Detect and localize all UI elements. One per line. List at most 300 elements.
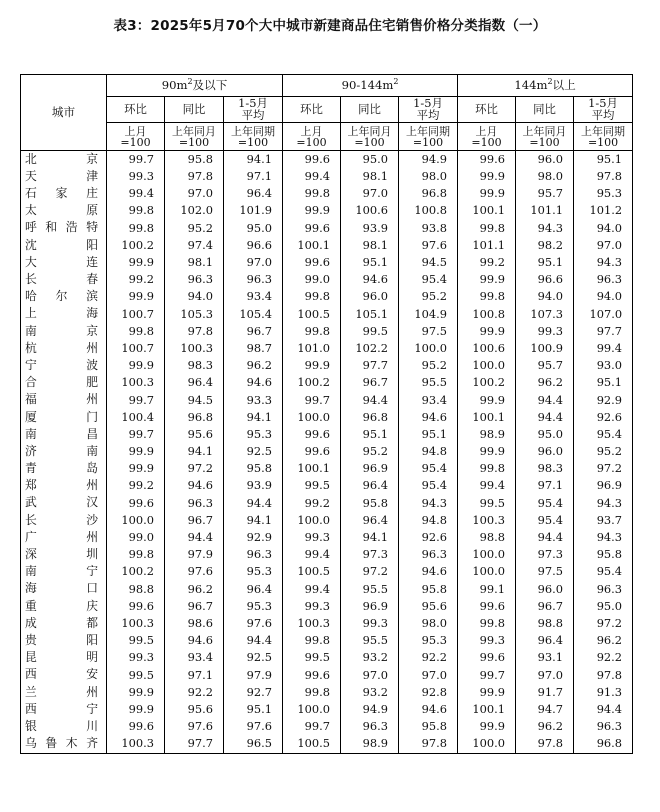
index-value: 95.1 [574, 151, 633, 169]
index-value: 99.3 [283, 529, 341, 546]
index-value: 100.0 [283, 512, 341, 529]
index-value: 100.0 [458, 564, 516, 581]
index-value: 95.8 [341, 495, 399, 512]
index-value: 96.4 [341, 478, 399, 495]
table-row [21, 735, 633, 753]
index-value: 97.0 [399, 667, 458, 684]
price-index-table [20, 74, 633, 754]
index-value: 94.6 [165, 478, 224, 495]
index-value: 99.0 [107, 529, 165, 546]
index-value: 92.2 [165, 684, 224, 701]
index-value: 104.9 [399, 306, 458, 323]
index-value: 96.0 [516, 581, 574, 598]
index-value: 100.6 [341, 203, 399, 220]
base-same-month-last-year: 上年同月 =100 [341, 123, 399, 151]
index-value: 99.3 [341, 615, 399, 632]
index-value: 96.4 [224, 185, 283, 202]
index-value: 100.7 [107, 306, 165, 323]
header-row-groups [21, 75, 633, 97]
index-value: 97.8 [574, 667, 633, 684]
index-value: 95.2 [165, 220, 224, 237]
index-value: 96.3 [224, 546, 283, 563]
index-value: 99.1 [458, 581, 516, 598]
city-name: 郑州 [21, 478, 107, 495]
index-value: 97.8 [165, 323, 224, 340]
index-value: 99.9 [458, 323, 516, 340]
index-value: 95.6 [165, 701, 224, 718]
base-prev-month: 上月 =100 [458, 123, 516, 151]
index-value: 94.0 [574, 289, 633, 306]
index-value: 99.6 [107, 495, 165, 512]
index-value: 99.4 [283, 546, 341, 563]
index-value: 98.2 [516, 237, 574, 254]
index-value: 95.7 [516, 185, 574, 202]
index-value: 99.9 [107, 443, 165, 460]
base-prev-month: 上月 =100 [107, 123, 165, 151]
index-value: 94.3 [574, 254, 633, 271]
index-value: 95.7 [516, 357, 574, 374]
index-value: 105.4 [224, 306, 283, 323]
city-name: 长沙 [21, 512, 107, 529]
index-value: 96.8 [574, 735, 633, 753]
subheader-yoy: 同比 [341, 97, 399, 123]
index-value: 100.4 [107, 409, 165, 426]
index-value: 94.0 [574, 220, 633, 237]
group-header-medium: $90-144m^2$ [283, 75, 458, 97]
index-value: 99.2 [283, 495, 341, 512]
table-row [21, 271, 633, 288]
index-value: 100.0 [399, 340, 458, 357]
index-value: 96.8 [341, 409, 399, 426]
table-body [21, 151, 633, 754]
index-value: 99.6 [458, 649, 516, 666]
index-value: 93.8 [399, 220, 458, 237]
index-value: 100.2 [107, 237, 165, 254]
index-value: 96.7 [341, 374, 399, 391]
index-value: 99.8 [458, 615, 516, 632]
index-value: 95.8 [165, 151, 224, 169]
table-row [21, 392, 633, 409]
index-value: 96.4 [341, 512, 399, 529]
index-value: 97.9 [165, 546, 224, 563]
city-name: 宁波 [21, 357, 107, 374]
index-value: 95.3 [224, 598, 283, 615]
index-value: 101.1 [458, 237, 516, 254]
index-value: 99.0 [283, 271, 341, 288]
index-value: 96.9 [574, 478, 633, 495]
index-value: 95.5 [341, 632, 399, 649]
index-value: 100.0 [107, 512, 165, 529]
city-name: 福州 [21, 392, 107, 409]
table-row [21, 581, 633, 598]
table-row [21, 684, 633, 701]
index-value: 92.2 [399, 649, 458, 666]
index-value: 97.0 [341, 185, 399, 202]
index-value: 94.4 [165, 529, 224, 546]
index-value: 94.4 [224, 495, 283, 512]
index-value: 100.9 [516, 340, 574, 357]
index-value: 98.3 [516, 460, 574, 477]
index-value: 97.0 [574, 237, 633, 254]
index-value: 92.5 [224, 443, 283, 460]
index-value: 95.4 [574, 564, 633, 581]
index-value: 96.3 [165, 271, 224, 288]
table-row [21, 340, 633, 357]
city-name: 兰州 [21, 684, 107, 701]
index-value: 94.6 [399, 701, 458, 718]
index-value: 99.8 [107, 323, 165, 340]
index-value: 95.8 [224, 460, 283, 477]
index-value: 95.4 [574, 426, 633, 443]
index-value: 100.0 [283, 409, 341, 426]
city-name: 银川 [21, 718, 107, 735]
index-value: 100.6 [458, 340, 516, 357]
index-value: 94.0 [516, 289, 574, 306]
table-row [21, 443, 633, 460]
index-value: 97.7 [341, 357, 399, 374]
index-value: 97.6 [224, 718, 283, 735]
index-value: 94.6 [224, 374, 283, 391]
index-value: 97.7 [574, 323, 633, 340]
index-value: 96.0 [516, 151, 574, 169]
index-value: 94.5 [399, 254, 458, 271]
index-value: 94.3 [574, 529, 633, 546]
index-value: 98.3 [165, 357, 224, 374]
table-row [21, 306, 633, 323]
index-value: 94.4 [516, 529, 574, 546]
index-value: 93.9 [341, 220, 399, 237]
table-row [21, 598, 633, 615]
index-value: 99.6 [283, 151, 341, 169]
city-name: 厦门 [21, 409, 107, 426]
city-name: 广州 [21, 529, 107, 546]
city-name: 石家庄 [21, 185, 107, 202]
index-value: 94.1 [224, 512, 283, 529]
index-value: 99.4 [458, 478, 516, 495]
table-row [21, 478, 633, 495]
index-value: 97.3 [516, 546, 574, 563]
index-value: 99.8 [107, 220, 165, 237]
table-row [21, 546, 633, 563]
index-value: 99.6 [107, 598, 165, 615]
index-value: 97.8 [165, 168, 224, 185]
index-value: 99.8 [283, 289, 341, 306]
base-same-period-last-year: 上年同期 =100 [224, 123, 283, 151]
index-value: 100.5 [283, 306, 341, 323]
index-value: 95.1 [399, 426, 458, 443]
index-value: 98.8 [458, 529, 516, 546]
index-value: 99.5 [283, 649, 341, 666]
city-name: 南京 [21, 323, 107, 340]
index-value: 94.3 [516, 220, 574, 237]
index-value: 99.3 [107, 649, 165, 666]
index-value: 97.1 [224, 168, 283, 185]
index-value: 100.2 [458, 374, 516, 391]
city-name: 深圳 [21, 546, 107, 563]
index-value: 99.4 [107, 185, 165, 202]
index-value: 99.9 [107, 684, 165, 701]
index-value: 100.8 [399, 203, 458, 220]
index-value: 95.8 [399, 718, 458, 735]
index-value: 95.4 [399, 271, 458, 288]
index-value: 96.8 [399, 185, 458, 202]
index-value: 95.1 [516, 254, 574, 271]
index-value: 95.0 [574, 598, 633, 615]
index-value: 95.4 [399, 478, 458, 495]
index-value: 100.7 [107, 340, 165, 357]
table-row [21, 512, 633, 529]
index-value: 95.5 [341, 581, 399, 598]
index-value: 95.3 [574, 185, 633, 202]
index-value: 96.5 [224, 735, 283, 753]
table-row [21, 168, 633, 185]
index-value: 96.8 [165, 409, 224, 426]
index-value: 95.0 [341, 151, 399, 169]
index-value: 102.0 [165, 203, 224, 220]
index-value: 99.9 [458, 392, 516, 409]
index-value: 96.9 [341, 598, 399, 615]
index-value: 99.7 [107, 392, 165, 409]
city-name: 济南 [21, 443, 107, 460]
city-name: 昆明 [21, 649, 107, 666]
index-value: 93.4 [224, 289, 283, 306]
header-row-indices [21, 97, 633, 123]
index-value: 95.6 [399, 598, 458, 615]
index-value: 99.3 [516, 323, 574, 340]
index-value: 100.2 [283, 374, 341, 391]
subheader-avg: 1-5月 平均 [224, 97, 283, 123]
index-value: 97.0 [341, 667, 399, 684]
index-value: 98.8 [107, 581, 165, 598]
index-value: 96.2 [516, 374, 574, 391]
index-value: 96.2 [165, 581, 224, 598]
index-value: 99.7 [107, 151, 165, 169]
index-value: 94.4 [224, 632, 283, 649]
index-value: 96.7 [224, 323, 283, 340]
index-value: 95.1 [341, 426, 399, 443]
index-value: 98.0 [516, 168, 574, 185]
index-value: 96.6 [224, 237, 283, 254]
index-value: 94.1 [165, 443, 224, 460]
city-name: 贵阳 [21, 632, 107, 649]
index-value: 96.3 [574, 581, 633, 598]
index-value: 101.2 [574, 203, 633, 220]
index-value: 94.6 [399, 564, 458, 581]
index-value: 92.7 [224, 684, 283, 701]
index-value: 91.7 [516, 684, 574, 701]
index-value: 99.6 [107, 718, 165, 735]
index-value: 95.1 [341, 254, 399, 271]
index-value: 96.3 [399, 546, 458, 563]
index-value: 100.0 [458, 735, 516, 753]
index-value: 93.1 [516, 649, 574, 666]
index-value: 93.4 [399, 392, 458, 409]
index-value: 96.3 [224, 271, 283, 288]
index-value: 94.1 [224, 409, 283, 426]
index-value: 99.2 [107, 271, 165, 288]
index-value: 96.4 [224, 581, 283, 598]
index-value: 97.8 [574, 168, 633, 185]
index-value: 97.5 [516, 564, 574, 581]
table-row [21, 426, 633, 443]
index-value: 96.7 [165, 512, 224, 529]
index-value: 97.0 [165, 185, 224, 202]
base-same-month-last-year: 上年同月 =100 [516, 123, 574, 151]
index-value: 93.0 [574, 357, 633, 374]
city-name: 青岛 [21, 460, 107, 477]
city-name: 沈阳 [21, 237, 107, 254]
index-value: 96.2 [574, 632, 633, 649]
index-value: 99.9 [107, 289, 165, 306]
index-value: 99.7 [107, 426, 165, 443]
index-value: 95.2 [399, 357, 458, 374]
table-row [21, 203, 633, 220]
table-row [21, 460, 633, 477]
table-row [21, 151, 633, 169]
index-value: 94.6 [165, 632, 224, 649]
index-value: 96.2 [516, 718, 574, 735]
base-same-period-last-year: 上年同期 =100 [399, 123, 458, 151]
index-value: 93.2 [341, 649, 399, 666]
city-name: 成都 [21, 615, 107, 632]
index-value: 95.3 [399, 632, 458, 649]
index-value: 100.1 [458, 409, 516, 426]
index-value: 97.2 [574, 615, 633, 632]
index-value: 96.2 [224, 357, 283, 374]
index-value: 94.3 [574, 495, 633, 512]
index-value: 99.5 [341, 323, 399, 340]
base-prev-month: 上月 =100 [283, 123, 341, 151]
table-row [21, 615, 633, 632]
index-value: 99.8 [107, 203, 165, 220]
index-value: 96.3 [574, 271, 633, 288]
index-value: 97.6 [165, 564, 224, 581]
table-row [21, 718, 633, 735]
index-value: 93.3 [224, 392, 283, 409]
subheader-avg: 1-5月 平均 [574, 97, 633, 123]
index-value: 94.9 [399, 151, 458, 169]
index-value: 100.3 [107, 615, 165, 632]
index-value: 95.3 [224, 426, 283, 443]
index-value: 99.9 [107, 460, 165, 477]
index-value: 99.9 [458, 443, 516, 460]
city-name: 大连 [21, 254, 107, 271]
city-name: 南宁 [21, 564, 107, 581]
index-value: 99.5 [458, 495, 516, 512]
index-value: 92.2 [574, 649, 633, 666]
group-header-small: $90m^2$及以下 [107, 75, 283, 97]
index-value: 99.8 [283, 185, 341, 202]
index-value: 96.4 [165, 374, 224, 391]
table-row [21, 374, 633, 391]
index-value: 95.8 [574, 546, 633, 563]
index-value: 96.7 [516, 598, 574, 615]
index-value: 99.6 [283, 220, 341, 237]
index-value: 95.2 [574, 443, 633, 460]
table-row [21, 667, 633, 684]
subheader-mom: 环比 [458, 97, 516, 123]
index-value: 95.1 [224, 701, 283, 718]
index-value: 97.1 [516, 478, 574, 495]
index-value: 99.9 [283, 357, 341, 374]
table-row [21, 237, 633, 254]
index-value: 95.5 [399, 374, 458, 391]
index-value: 97.7 [165, 735, 224, 753]
city-name: 太原 [21, 203, 107, 220]
city-name: 西安 [21, 667, 107, 684]
index-value: 98.9 [341, 735, 399, 753]
index-value: 94.1 [341, 529, 399, 546]
city-name: 呼和浩特 [21, 220, 107, 237]
index-value: 98.8 [516, 615, 574, 632]
index-value: 94.4 [516, 392, 574, 409]
index-value: 100.3 [283, 615, 341, 632]
table-row [21, 254, 633, 271]
index-value: 99.8 [283, 632, 341, 649]
index-value: 97.6 [165, 718, 224, 735]
index-value: 99.8 [458, 220, 516, 237]
table-row [21, 289, 633, 306]
index-value: 99.8 [458, 289, 516, 306]
index-value: 97.3 [341, 546, 399, 563]
index-value: 98.1 [341, 168, 399, 185]
base-same-period-last-year: 上年同期 =100 [574, 123, 633, 151]
subheader-mom: 环比 [107, 97, 165, 123]
city-name: 武汉 [21, 495, 107, 512]
table-row [21, 632, 633, 649]
index-value: 99.8 [458, 460, 516, 477]
index-value: 99.7 [458, 667, 516, 684]
index-value: 95.2 [399, 289, 458, 306]
index-value: 97.6 [399, 237, 458, 254]
index-value: 95.8 [399, 581, 458, 598]
city-name: 天津 [21, 168, 107, 185]
index-value: 96.7 [165, 598, 224, 615]
index-value: 99.2 [458, 254, 516, 271]
index-value: 94.4 [574, 701, 633, 718]
index-value: 94.9 [341, 701, 399, 718]
table-row [21, 323, 633, 340]
subheader-yoy: 同比 [516, 97, 574, 123]
index-value: 99.9 [283, 203, 341, 220]
table-row [21, 701, 633, 718]
index-value: 99.2 [107, 478, 165, 495]
index-value: 100.3 [458, 512, 516, 529]
index-value: 95.4 [399, 460, 458, 477]
index-value: 99.9 [458, 168, 516, 185]
index-value: 95.4 [516, 512, 574, 529]
index-value: 95.0 [224, 220, 283, 237]
index-value: 99.8 [107, 546, 165, 563]
index-value: 100.3 [165, 340, 224, 357]
index-value: 99.3 [107, 168, 165, 185]
city-name: 海口 [21, 581, 107, 598]
index-value: 97.8 [516, 735, 574, 753]
index-value: 96.6 [516, 271, 574, 288]
index-value: 96.3 [574, 718, 633, 735]
index-value: 94.3 [399, 495, 458, 512]
index-value: 97.8 [399, 735, 458, 753]
index-value: 95.0 [516, 426, 574, 443]
table-row [21, 185, 633, 202]
table-row [21, 220, 633, 237]
index-value: 105.3 [165, 306, 224, 323]
index-value: 99.8 [283, 323, 341, 340]
index-value: 99.4 [283, 581, 341, 598]
index-value: 96.0 [516, 443, 574, 460]
index-value: 105.1 [341, 306, 399, 323]
index-value: 99.9 [458, 718, 516, 735]
